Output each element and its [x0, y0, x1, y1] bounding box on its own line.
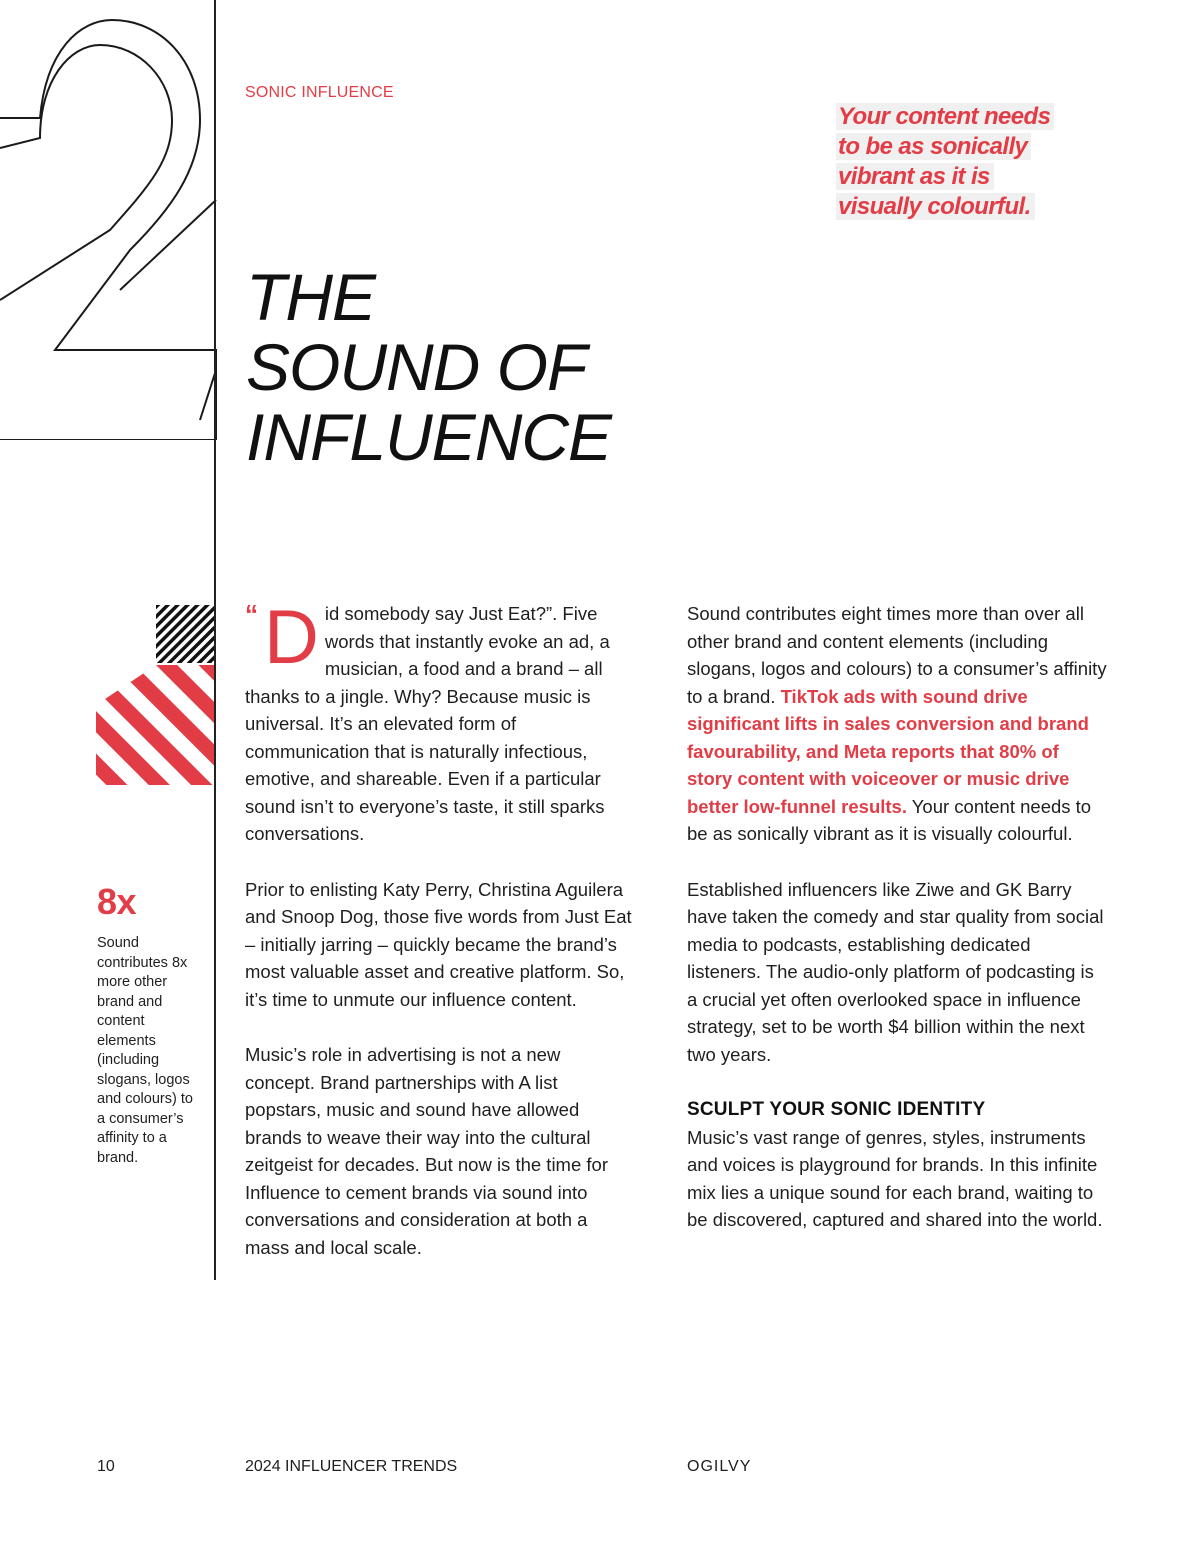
- chapter-number-outline: [0, 0, 220, 440]
- drop-cap: D: [264, 595, 319, 680]
- body-paragraph: Music’s role in advertising is not a new concept. Brand partnerships with A list popstars, music and sound have allowed brands to weave their way into the cultural zeitgeist for decades. But now is the time for Influence to cement brands via sound into conversations and consideration at both a mass and local scale.: [245, 1044, 608, 1258]
- paragraph-text: id somebody say Just Eat?”. Five words that instantly evoke an ad, a musician, a food and a brand – all thanks to a jingle. Why? Because music is universal. It’s an elevated form of communication that is naturally infectious, emotive, and shareable. Even if a particular sound isn’t to everyone’s taste, it still sparks conversations.: [245, 603, 610, 844]
- stat-value: 8x: [97, 881, 137, 922]
- pull-quote-line: Your content needs: [836, 103, 1054, 130]
- page-number: 10: [97, 1458, 115, 1475]
- pull-quote-line: to be as sonically: [836, 133, 1031, 160]
- title-line: INFLUENCE: [246, 400, 612, 474]
- body-paragraph: [687, 600, 1107, 848]
- body-column-left: [245, 595, 635, 1289]
- footer-brand: OGILVY: [687, 1458, 752, 1475]
- stat-caption: Sound contributes 8x more other brand and content elements (including slogans, logos and colours) to a consumer’s affinity to a brand.: [97, 935, 193, 1166]
- body-paragraph: Music’s vast range of genres, styles, instruments and voices is playground for brands. In this infinite mix lies a unique sound for each brand, waiting to be discovered, captured and shared into the world.: [687, 1126, 1103, 1230]
- section-subhead: SCULPT YOUR SONIC IDENTITY: [687, 1099, 986, 1120]
- decorative-stripes-graphic: [96, 605, 214, 785]
- paragraph-text: Sound contributes eight times more than over all other brand and content elements (including slogans, logos and colours) to a consumer’s affinity to a brand.: [687, 603, 1107, 707]
- paragraph-text: Your content needs to be as sonically vibrant as it is visually colourful.: [687, 795, 1092, 844]
- open-quote-mark: “: [245, 599, 258, 629]
- section-label: SONIC INFLUENCE: [245, 84, 394, 101]
- body-column-right: [687, 600, 1107, 1262]
- body-paragraph: Established influencers like Ziwe and GK Barry have taken the comedy and star quality from social media to podcasts, establishing dedicated listeners. The audio-only platform of podcasting is a crucial yet often overlooked space in influence strategy, set to be worth $4 billion within the next two years.: [687, 878, 1104, 1065]
- highlighted-text: TikTok ads with sound drive significant lifts in sales conversion and brand favourability, and Meta reports that 80% of story content with voiceover or music drive better low-funnel results.: [687, 685, 1089, 817]
- pull-quote: [836, 102, 1076, 222]
- pull-quote-line: visually colourful.: [836, 193, 1035, 220]
- page-title: [246, 262, 611, 472]
- title-line: THE: [246, 260, 375, 334]
- body-paragraph: [245, 595, 635, 848]
- vertical-divider: [214, 0, 216, 1280]
- footer-publication: 2024 INFLUENCER TRENDS: [245, 1458, 458, 1475]
- pull-quote-line: vibrant as it is: [836, 163, 994, 190]
- title-line: SOUND OF: [246, 330, 587, 404]
- body-paragraph: Prior to enlisting Katy Perry, Christina Aguilera and Snoop Dog, those five words from Just Eat – initially jarring – quickly became the brand’s most valuable asset and creative platform. So, it’s time to unmute our influence content.: [245, 878, 632, 1010]
- sidebar-stat: [97, 880, 197, 1168]
